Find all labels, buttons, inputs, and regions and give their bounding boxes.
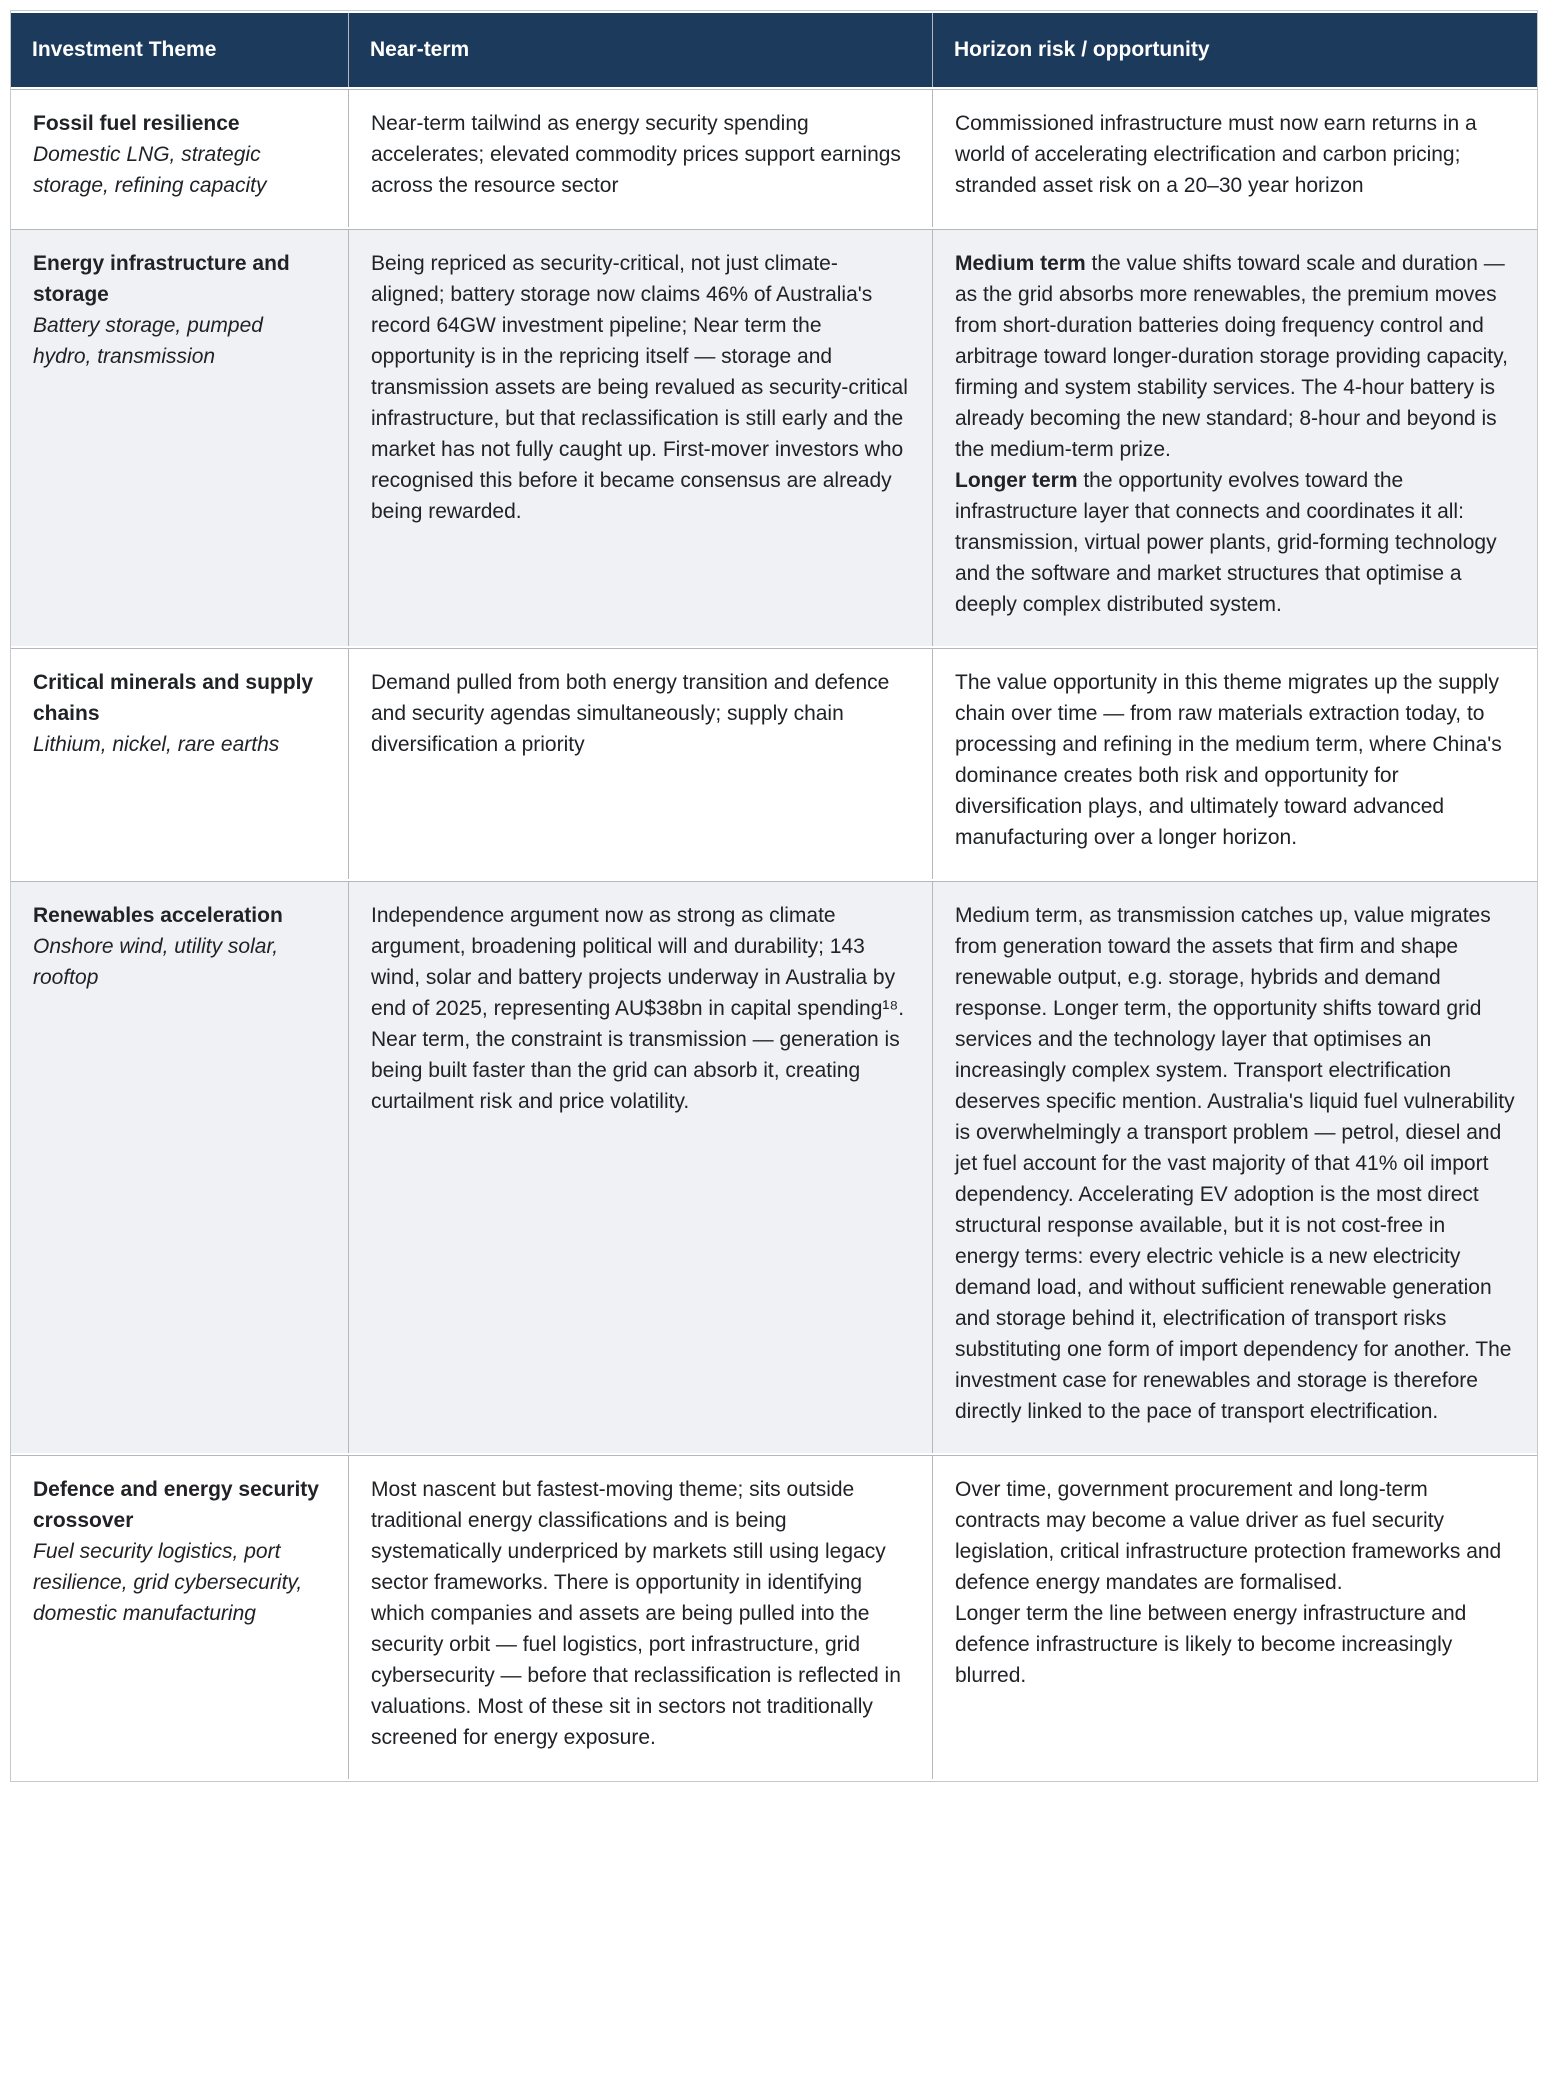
horizon-cell [933,881,1537,1453]
theme-subtitle: Battery storage, pumped hydro, transmission [33,314,263,368]
header-near-term: Near-term [349,13,933,87]
horizon-paragraph [955,1598,1515,1691]
horizon-paragraph [955,667,1515,853]
table-row [11,881,1537,1453]
horizon-paragraph [955,1474,1515,1598]
theme-subtitle: Fuel security logistics, port resilience, grid cybersecurity, domestic manufacturing [33,1540,303,1625]
table-row [11,648,1537,879]
theme-title: Defence and energy security crossover [33,1478,319,1532]
header-investment-theme: Investment Theme [11,13,349,87]
table-body [11,89,1537,1779]
theme-cell [11,89,349,227]
theme-cell [11,881,349,1453]
theme-title: Energy infrastructure and storage [33,252,290,306]
horizon-text: Medium term, as transmission catches up, value migrates from generation toward the assets that firm and shape renewable output, e.g. storage, hybrids and demand response. Longer term, the opportunity shifts toward grid services and the technology layer that optimises an increasingly complex system. Transport electrification deserves specific mention. Australia's liquid fuel vulnerability is overwhelmingly a transport problem — petrol, diesel and jet fuel account for the vast majority of that 41% oil import dependency. Accelerating EV adoption is the most direct structural response available, but it is not cost-free in energy terms: every electric vehicle is a new electricity demand load, and without sufficient renewable generation and storage behind it, electrification of transport risks substituting one form of import dependency for another. The investment case for renewables and storage is therefore directly linked to the pace of transport electrification. [955,904,1515,1423]
near-term-cell [349,89,933,227]
table-row [11,89,1537,227]
horizon-lead: Medium term [955,252,1086,275]
horizon-cell [933,89,1537,227]
near-term-paragraph: Demand pulled from both energy transition and defence and security agendas simultaneously; supply chain diversification a priority [371,671,890,756]
horizon-cell [933,229,1537,646]
table-row [11,229,1537,646]
theme-title: Fossil fuel resilience [33,112,240,135]
theme-subtitle: Onshore wind, utility solar, rooftop [33,935,279,989]
near-term-paragraph: Being repriced as security-critical, not just climate-aligned; battery storage now claims 46% of Australia's record 64GW investment pipeline; Near term the opportunity is in the repricing itself — storage and transmission assets are being revalued as security-critical infrastructure, but that reclassification is still early and the market has not fully caught up. First-mover investors who recognised this before it became consensus are already being rewarded. [371,252,908,523]
near-term-paragraph: Independence argument now as strong as climate argument, broadening political will and durability; 143 wind, solar and battery projects underway in Australia by end of 2025, representing AU$38bn in capital spending¹⁸. Near term, the constraint is transmission — generation is being built faster than the grid can absorb it, creating curtailment risk and price volatility. [371,904,905,1113]
header-horizon-risk-opportunity: Horizon risk / opportunity [933,13,1537,87]
horizon-text: Commissioned infrastructure must now earn returns in a world of accelerating electrification and carbon pricing; stranded asset risk on a 20–30 year horizon [955,112,1477,197]
horizon-lead: Longer term [955,469,1078,492]
near-term-cell [349,648,933,879]
near-term-cell [349,1455,933,1779]
theme-subtitle: Domestic LNG, strategic storage, refining capacity [33,143,267,197]
horizon-text: The value opportunity in this theme migrates up the supply chain over time — from raw materials extraction today, to processing and refining in the medium term, where China's dominance creates both risk and opportunity for diversification plays, and ultimately toward advanced manufacturing over a longer horizon. [955,671,1502,849]
horizon-text: the value shifts toward scale and duration — as the grid absorbs more renewables, the premium moves from short-duration batteries doing frequency control and arbitrage toward longer-duration storage providing capacity, firming and system stability services. The 4-hour battery is already becoming the new standard; 8-hour and beyond is the medium-term prize. [955,252,1508,461]
horizon-text: the opportunity evolves toward the infrastructure layer that connects and coordinates it all: transmission, virtual power plants, grid-forming technology and the software and market structures that optimise a deeply complex distributed system. [955,469,1497,616]
near-term-paragraph: Most nascent but fastest-moving theme; sits outside traditional energy classifications and is being systematically underpriced by markets still using legacy sector frameworks. There is opportunity in identifying which companies and assets are being pulled into the security orbit — fuel logistics, port infrastructure, grid cybersecurity — before that reclassification is reflected in valuations. Most of these sit in sectors not traditionally screened for energy exposure. [371,1478,901,1749]
horizon-paragraph [955,248,1515,465]
horizon-paragraph [955,108,1515,201]
near-term-paragraph: Near-term tailwind as energy security spending accelerates; elevated commodity prices support earnings across the resource sector [371,112,901,197]
horizon-paragraph [955,900,1515,1427]
table-header [11,13,1537,87]
horizon-cell [933,1455,1537,1779]
header-row [11,13,1537,87]
near-term-cell [349,881,933,1453]
horizon-text: Over time, government procurement and long-term contracts may become a value driver as fuel security legislation, critical infrastructure protection frameworks and defence energy mandates are formalised. [955,1478,1502,1594]
theme-cell [11,648,349,879]
horizon-paragraph [955,465,1515,620]
horizon-cell [933,648,1537,879]
table-row [11,1455,1537,1779]
theme-title: Critical minerals and supply chains [33,671,314,725]
horizon-text: Longer term the line between energy infrastructure and defence infrastructure is likely to become increasingly blurred. [955,1602,1467,1687]
near-term-cell [349,229,933,646]
theme-title: Renewables acceleration [33,904,283,927]
theme-cell [11,229,349,646]
theme-cell [11,1455,349,1779]
investment-themes-table [10,10,1538,1782]
theme-subtitle: Lithium, nickel, rare earths [33,733,280,756]
